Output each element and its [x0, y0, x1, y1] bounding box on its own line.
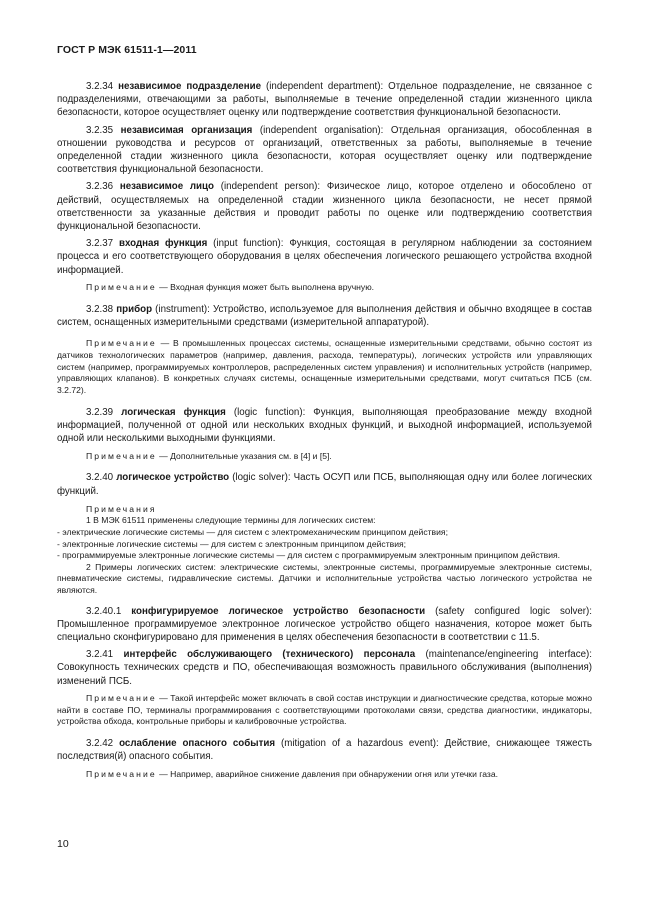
note-text: — В промышленных процессах системы, оснащенные измерительными средствами, обычно состоят из датчиков технологических параметров (например, давления, расхода, температуры), логических устройств или управляющих систем (например, программируемых контроллеров, распределенных систем управления) и исполнительных устройств (например, управляющих клапанов). В конкретных случаях системы, оснащенные измерительными средствами, могут считаться ПСБ (см. 3.2.72). — [57, 338, 592, 396]
entry-term: независимое лицо — [119, 181, 215, 193]
note-text: — Дополнительные указания см. в [4] и [5]. — [156, 450, 332, 461]
note-label: Примечание — [86, 450, 157, 461]
definition-3-2-41 — [57, 648, 592, 688]
entry-number: 3.2.35 — [86, 124, 114, 136]
definition-3-2-35 — [57, 124, 592, 177]
entry-text: (logic solver): Часть ОСУП или ПСБ, выполняющая одну или более логических функций. — [57, 472, 593, 497]
entry-term: независимая организация — [120, 124, 253, 136]
document-header: ГОСТ Р МЭК 61511-1—2011 — [57, 44, 197, 56]
entry-term: прибор — [116, 303, 153, 315]
entry-term: логическая функция — [121, 407, 226, 419]
note-label: Примечание — [86, 692, 157, 703]
entry-term: логическое устройство — [116, 472, 230, 484]
note-label: Примечание — [86, 281, 157, 292]
entry-term: входная функция — [118, 238, 208, 250]
page-number: 10 — [57, 838, 69, 850]
entry-text: (mitigation of a hazardous event): Действие, снижающее тяжесть последствия(й) опасного события. — [57, 738, 592, 763]
definition-3-2-39 — [57, 406, 592, 446]
entry-text: (maintenance/engineering interface): Совокупность технических средств и ПО, обеспечивающая возможность правильного обслуживания (выполнения) изменений ПСБ. — [57, 649, 592, 687]
entry-number: 3.2.40.1 — [86, 605, 122, 617]
definition-3-2-42 — [57, 737, 592, 763]
note-bullet-2: - электронные логические системы — для систем с электронным принципом действия; — [57, 538, 407, 549]
entry-number: 3.2.40 — [86, 472, 114, 484]
definition-3-2-34 — [57, 80, 592, 120]
entry-number: 3.2.34 — [86, 81, 114, 92]
entry-text: (independent person): Физическое лицо, которое отделено и обособлено от действий, осуществляемых на определенной стадии жизненного цикла безопасности, не несет прямой ответственности за указанные действия и проводит работы по оценке или подтверждению соответствия функциональной безопасности. — [57, 181, 592, 233]
note-mitigation — [57, 769, 592, 781]
entry-term: конфигурируемое логическое устройство безопасности — [131, 605, 426, 617]
definition-3-2-40 — [57, 471, 592, 497]
entry-number: 3.2.38 — [86, 303, 114, 315]
entry-term: независимое подразделение — [118, 81, 262, 92]
entry-number: 3.2.41 — [86, 649, 114, 661]
entry-text: (independent organisation): Отдельная организация, обособленная в отношении руководства и ресурсов от организаций, ответственных за работы, выполняемые в течение определенной стадии жизненного цикла безопасности, которая осуществляет оценку или подтверждение соответствия функциональной безопасности. — [57, 124, 592, 176]
definition-3-2-40-1 — [57, 605, 592, 645]
definition-3-2-37 — [57, 237, 592, 277]
note-text: — Входная функция может быть выполнена вручную. — [156, 281, 375, 292]
notes-label: Примечания — [86, 503, 157, 514]
entry-number: 3.2.37 — [86, 238, 114, 250]
entry-text: (logic function): Функция, выполняющая преобразование между входной информацией, полученной от одной или нескольких входных функций, и выходной информацией, используемой одной или несколькими выходными функциями. — [57, 407, 592, 445]
note-label: Примечание — [86, 338, 157, 349]
definition-3-2-36 — [57, 180, 592, 233]
entry-number: 3.2.36 — [86, 181, 114, 193]
entry-text: (independent department): Отдельное подразделение, не связанное с подразделениями, отвечающими за работы, выполняемые в течение определенной стадии жизненного цикла безопасности, которое осуществляет оценку или подтверждение соответствия функциональной безопасности. — [57, 81, 593, 119]
note-logic-function — [57, 451, 592, 463]
entry-text: (safety configured logic solver): Промышленное программируемое электронное логическое устройство общего назначения, которое может быть специально сконфигурировано для применения в целях обеспечения безопасности в соответствии с 11.5. — [57, 605, 592, 643]
notes-logic-solver — [57, 504, 592, 597]
note-bullet-1: - электрические логические системы — для систем с электромеханическим принципом действия; — [57, 527, 448, 538]
entry-term: ослабление опасного события — [119, 738, 276, 750]
note-label: Примечание — [86, 768, 157, 779]
note-maintenance-interface — [57, 693, 592, 728]
note-item-1: 1 В МЭК 61511 применены следующие термины для логических систем: — [86, 515, 376, 526]
entry-term: интерфейс обслуживающего (технического) персонала — [123, 649, 416, 661]
definition-3-2-38 — [57, 303, 592, 329]
note-input-function — [57, 282, 592, 294]
note-instrument — [57, 338, 592, 397]
note-text: — Например, аварийное снижение давления при обнаружении огня или утечки газа. — [156, 768, 498, 779]
entry-text: (input function): Функция, состоящая в регулярном наблюдении за состоянием процесса и его соответствующего оборудования в целях обеспечения логического решающего устройства входной информацией. — [57, 238, 592, 276]
entry-number: 3.2.39 — [86, 407, 114, 419]
document-body — [57, 80, 592, 789]
note-bullet-3: - программируемые электронные логические системы — для систем с программируемым электронным принципом действия. — [57, 550, 561, 561]
entry-number: 3.2.42 — [86, 738, 114, 750]
note-text: — Такой интерфейс может включать в свой состав инструкции и диагностические средства, которые можно найти в составе ПО, терминалы программирования с соответствующими протоколами связи, средства диагностики, индикаторы, устройства обхода, контрольные приборы и калибровочные устройства. — [57, 692, 592, 727]
note-item-2: 2 Примеры логических систем: электрические системы, электронные системы, программируемые электронные системы, пневматические системы, гидравлические системы. Датчики и исполнительные устройства частью логического устройства не являются. — [57, 561, 592, 595]
entry-text: (instrument): Устройство, используемое для выполнения действия и обычно входящее в состав систем, оснащенных измерительными средствами (измерительной аппаратурой). — [57, 303, 592, 328]
